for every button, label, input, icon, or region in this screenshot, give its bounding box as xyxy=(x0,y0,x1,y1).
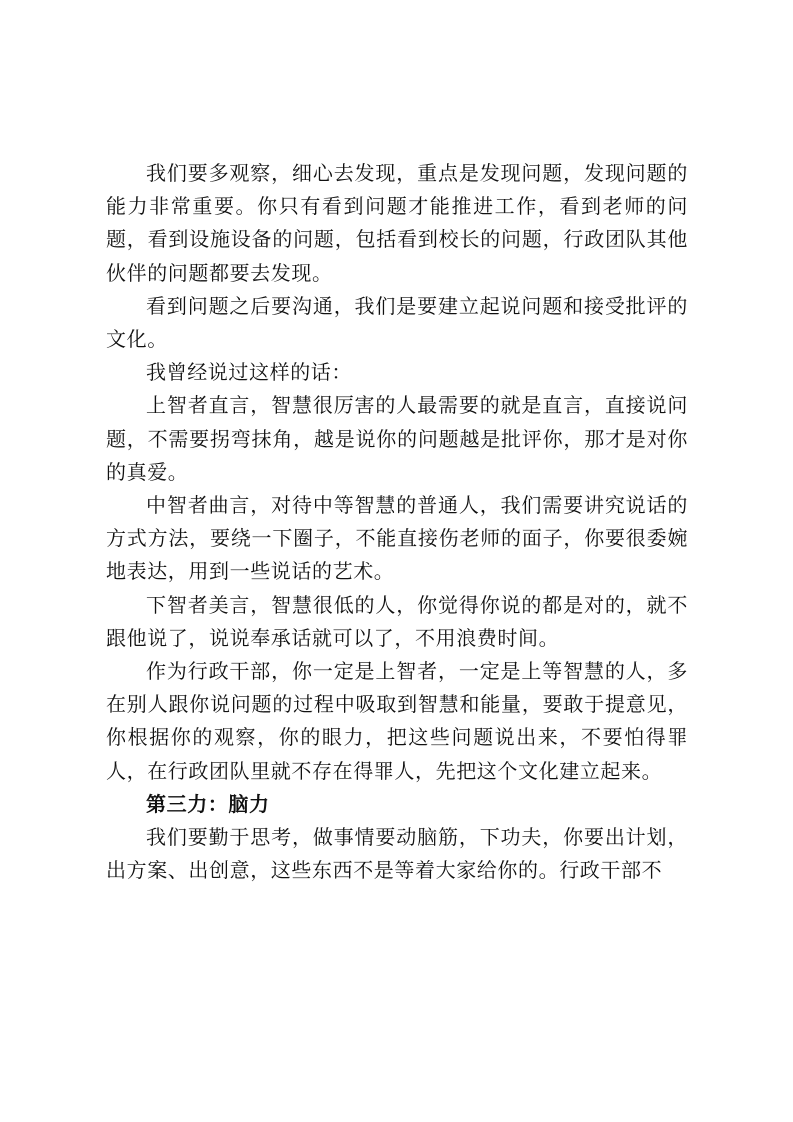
paragraph-communicate: 看到问题之后要沟通，我们是要建立起说问题和接受批评的文化。 xyxy=(106,293,688,352)
paragraph-upper-wisdom: 上智者直言，智慧很厉害的人最需要的就是直言，直接说问题，不需要拐弯抹角，越是说你的问题越是批评你，那才是对你的真爱。 xyxy=(106,393,688,484)
paragraph-think: 我们要勤于思考，做事情要动脑筋，下功夫，你要出计划，出方案、出创意，这些东西不是等着大家给你的。行政干部不 xyxy=(106,825,688,883)
paragraph-quote-intro: 我曾经说过这样的话： xyxy=(146,360,352,385)
paragraph-admin-cadre: 作为行政干部，你一定是上智者，一定是上等智慧的人，多在别人跟你说问题的过程中吸取到智慧和能量，要敢于提意见，你根据你的观察，你的眼力，把这些问题说出来，不要怕得罪人，在行政团队里就不存在得罪人，先把这个文化建立起来。 xyxy=(106,659,688,783)
paragraph-lower-wisdom: 下智者美言，智慧很低的人，你觉得你说的都是对的，就不跟他说了，说说奉承话就可以了，不用浪费时间。 xyxy=(106,592,688,650)
paragraph-observe: 我们要多观察，细心去发现，重点是发现问题，发现问题的能力非常重要。你只有看到问题才能推进工作，看到老师的问题，看到设施设备的问题，包括看到校长的问题，行政团队其他伙伴的问题都要去发现。 xyxy=(106,161,688,285)
document-body xyxy=(106,157,688,887)
paragraph-middle-wisdom: 中智者曲言，对待中等智慧的普通人，我们需要讲究说话的方式方法，要绕一下圈子，不能直接伤老师的面子，你要很委婉地表达，用到一些说话的艺术。 xyxy=(106,493,688,584)
section-heading-brainpower: 第三力：脑力 xyxy=(146,791,270,816)
